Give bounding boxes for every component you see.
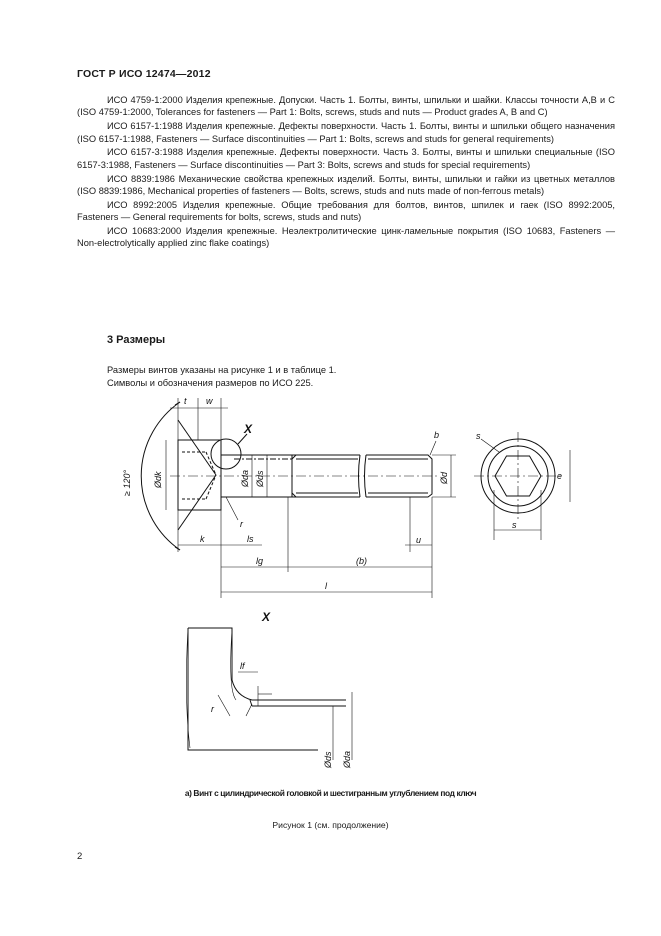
label-lg: lg (256, 556, 264, 566)
section-line: Символы и обозначения размеров по ИСО 225. (107, 378, 314, 388)
label-angle: ≥ 120° (122, 469, 132, 496)
reference-item: ИСО 8839:1986 Механические свойства крепежных изделий. Болты, винты, шпильки и гайки из цветных металлов (ISO 8839:1986, Mechanical properties of fasteners — Bolts, screws, studs and nuts made of non-ferrous metals) (77, 173, 615, 197)
reference-item: ИСО 8992:2005 Изделия крепежные. Общие требования для болтов, винтов, шпилек и гаек (ISO 8992:2005, Fasteners — General requirements for bolts, screws, studs and nuts) (77, 199, 615, 223)
section-title: 3 Размеры (107, 334, 166, 346)
label-s-top: s (476, 431, 481, 441)
reference-item: ИСО 6157-3:1988 Изделия крепежные. Дефекты поверхности. Часть 3. Болты, винты и шпильки специальные (ISO 6157-3:1988, Fasteners — Surface discontinuities — Part 3: Bolts, screws and studs for special requirements) (77, 147, 615, 170)
label-w: w (206, 396, 213, 406)
label-detail-marker: X (244, 422, 253, 436)
label-detail-title: X (262, 610, 271, 624)
label-s-bottom: s (512, 520, 517, 530)
label-b: b (434, 430, 440, 440)
label-d: Ød (439, 471, 449, 484)
page-number: 2 (77, 851, 83, 862)
label-lf: lf (240, 661, 245, 671)
label-detail-da: Øda (342, 750, 352, 768)
label-u: u (416, 535, 422, 545)
label-k: k (200, 534, 205, 544)
label-detail-r: r (211, 704, 214, 714)
label-ds: Øds (255, 470, 265, 487)
label-dk: Ødk (153, 471, 163, 488)
reference-item: ИСО 10683:2000 Изделия крепежные. Неэлектролитические цинк-ламельные покрытия (ISO 10683, Fasteners — Non-electrolytically applied zinc flake coatings) (77, 226, 615, 249)
reference-item: ИСО 4759-1:2000 Изделия крепежные. Допуски. Часть 1. Болты, винты, шпильки и шайки. Классы точности А,В и С (ISO 4759-1:2000, Tolerances for fasteners — Part 1: Bolts, screws, studs and nuts — Product grades A, B and C) (77, 95, 615, 118)
section-line: Размеры винтов указаны на рисунке 1 и в таблице 1. (107, 365, 337, 375)
label-t: t (184, 396, 187, 406)
screw-end-view (474, 432, 570, 540)
label-ls: ls (247, 534, 254, 544)
label-l: l (325, 581, 327, 591)
reference-item: ИСО 6157-1:1988 Изделия крепежные. Дефекты поверхности. Часть 1. Болты, винты и шпильки общего назначения (ISO 6157-1:1988, Fasteners — Surface discontinuities — Part 1: Bolts, screws and studs for general requirements) (77, 121, 615, 144)
label-r: r (240, 519, 243, 529)
label-da: Øda (240, 469, 250, 487)
drawing-caption: а) Винт с цилиндрической головкой и шестигранным углублением под ключ (184, 788, 477, 798)
screw-side-view (141, 398, 456, 598)
label-detail-ds: Øds (323, 751, 333, 768)
document-header: ГОСТ Р ИСО 12474—2012 (77, 68, 211, 80)
detail-x-view (186, 628, 352, 760)
figure-caption: Рисунок 1 (см. продолжение) (272, 820, 389, 830)
label-e: e (557, 471, 563, 481)
label-b-paren: (b) (356, 556, 367, 566)
